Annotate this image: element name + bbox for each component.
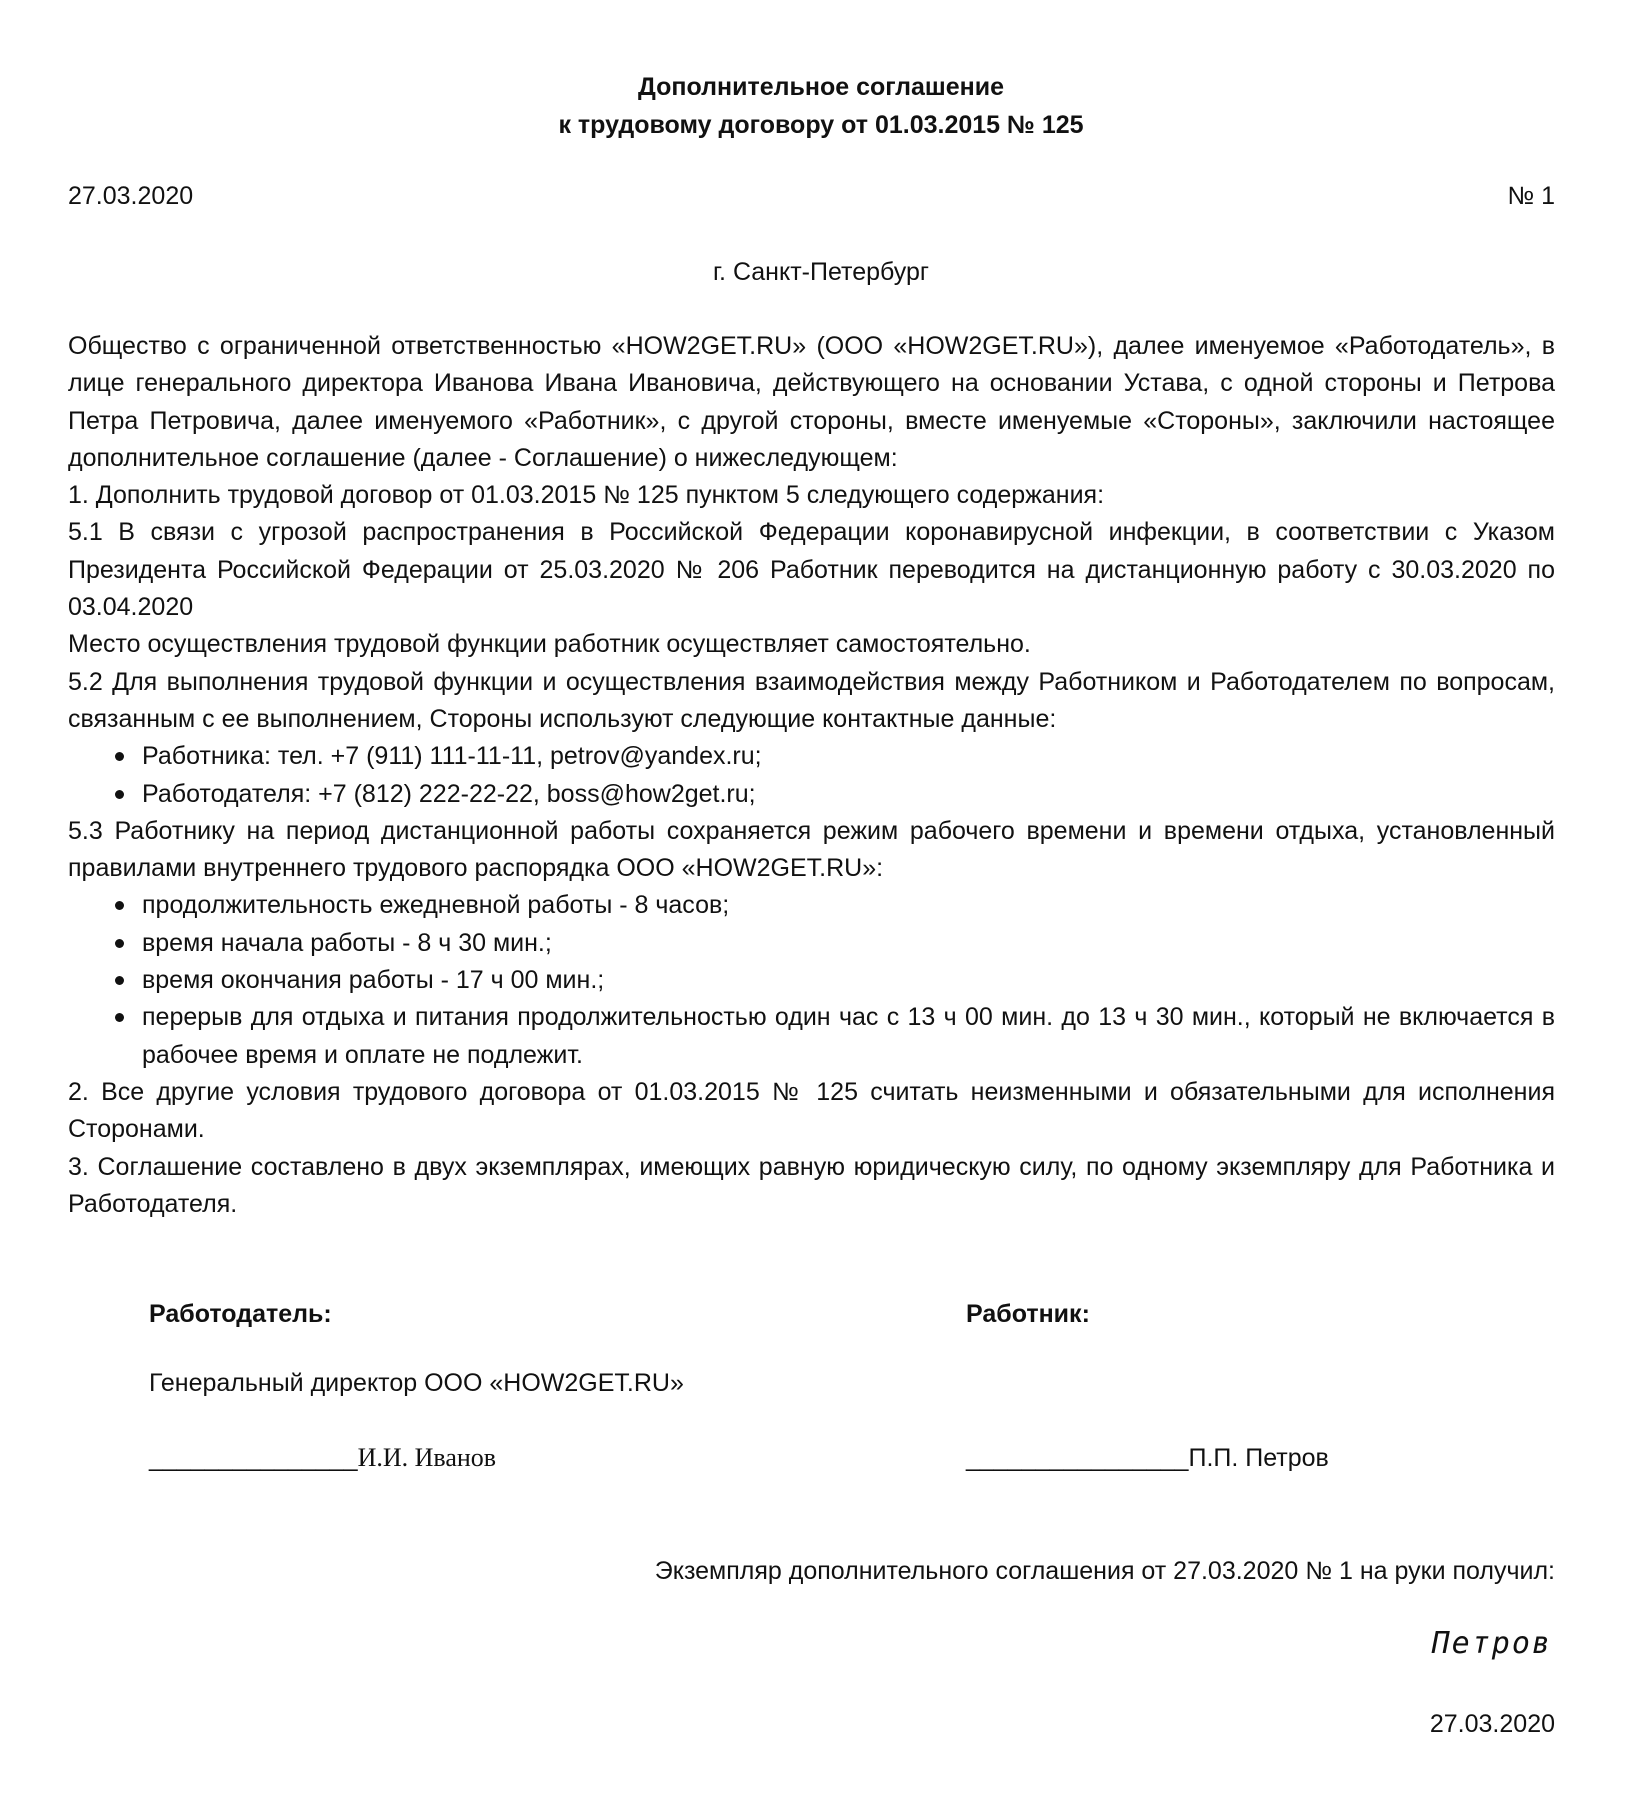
handwritten-signature: Петров [1431, 1626, 1552, 1661]
employee-signature-block [966, 1442, 1329, 1474]
workplace-paragraph: Место осуществления трудовой функции работник осуществляет самостоятельно. [68, 630, 1031, 659]
receipt-statement: Экземпляр дополнительного соглашения от 27.03.2020 № 1 на руки получил: [654, 1557, 1555, 1585]
list-item [68, 962, 1555, 999]
bullet-icon [115, 1013, 124, 1022]
list-item [68, 887, 1555, 924]
bullet-icon [115, 901, 124, 910]
receipt-date: 27.03.2020 [1429, 1710, 1555, 1738]
contact-employer: Работодателя: +7 (812) 222-22-22, boss@how2get.ru; [142, 779, 756, 808]
title-line-2: к трудовому договору от 01.03.2015 № 125 [558, 111, 1084, 139]
clause-3: 3. Соглашение составлено в двух экземплярах, имеющих равную юридическую силу, по одному экземпляру для Работника и Работодателя. [68, 1152, 1555, 1218]
contacts-list [68, 738, 1555, 813]
bullet-icon [115, 790, 124, 799]
clause-5-1: 5.1 В связи с угрозой распространения в Российской Федерации коронавирусной инфекции, в соответствии с Указом Президента Российской Федерации от 25.03.2020 № 206 Работник переводится на дистанционную работу с 30.03.2020 по 03.04.2020 [68, 518, 1555, 622]
list-item [68, 925, 1555, 962]
list-item [68, 999, 1555, 1074]
document-date: 27.03.2020 [68, 182, 194, 210]
employee-name: П.П. Петров [1188, 1444, 1329, 1472]
schedule-break: перерыв для отдыха и питания продолжительностью один час с 13 ч 00 мин. до 13 ч 30 мин., который не включается в рабочее время и оплате не подлежит. [142, 1003, 1555, 1069]
employer-heading: Работодатель: [149, 1300, 332, 1328]
intro-paragraph: Общество с ограниченной ответственностью «HOW2GET.RU» (ООО «HOW2GET.RU»), далее именуемое «Работодатель», в лице генерального директора Иванова Ивана Ивановича, действующего на основании Устава, с одной стороны и Петрова Петра Петровича, далее именуемого «Работник», с другой стороны, вместе именуемые «Стороны», заключили настоящее дополнительное соглашение (далее - Соглашение) о нижеследующем: [68, 332, 1555, 472]
schedule-duration: продолжительность ежедневной работы - 8 часов; [142, 891, 730, 920]
schedule-end: время окончания работы - 17 ч 00 мин.; [142, 966, 605, 995]
title-line-1: Дополнительное соглашение [638, 73, 1004, 101]
employer-signature-block [149, 1442, 496, 1474]
clause-5-3: 5.3 Работнику на период дистанционной работы сохраняется режим рабочего времени и времени отдыха, установленный правилами внутреннего трудового распорядка ООО «HOW2GET.RU»: [68, 816, 1555, 883]
employer-signature-line: _______________ [149, 1444, 358, 1472]
clause-5-2: 5.2 Для выполнения трудовой функции и осуществления взаимодействия между Работником и Работодателем по вопросам, связанным с ее выполнением, Стороны используют следующие контактные данные: [68, 667, 1555, 733]
clause-1: 1. Дополнить трудовой договор от 01.03.2015 № 125 пунктом 5 следующего содержания: [68, 481, 1105, 510]
schedule-start: время начала работы - 8 ч 30 мин.; [142, 928, 552, 957]
list-item [68, 738, 1555, 775]
employer-position: Генеральный директор ООО «HOW2GET.RU» [149, 1369, 684, 1397]
employee-signature-line: ________________ [966, 1444, 1189, 1472]
document-body [68, 328, 1555, 1223]
schedule-list [68, 887, 1555, 1073]
bullet-icon [115, 752, 124, 761]
document-number: № 1 [1507, 182, 1555, 210]
bullet-icon [115, 976, 124, 985]
document-city: г. Санкт-Петербург [712, 258, 930, 286]
document-title [0, 68, 1642, 144]
list-item [68, 776, 1555, 813]
employee-heading: Работник: [966, 1300, 1090, 1328]
employer-name: И.И. Иванов [357, 1443, 497, 1472]
clause-2: 2. Все другие условия трудового договора от 01.03.2015 № 125 считать неизменными и обязательными для исполнения Сторонами. [68, 1077, 1555, 1144]
contact-employee: Работника: тел. +7 (911) 111-11-11, petrov@yandex.ru; [142, 742, 762, 771]
bullet-icon [115, 939, 124, 948]
